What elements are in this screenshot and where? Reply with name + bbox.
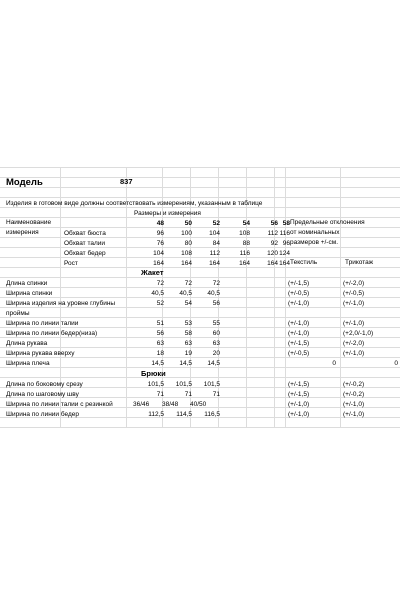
jacket-textile-tolerance: (+/-1,0) xyxy=(288,320,310,327)
trousers-title: Брюки xyxy=(141,369,166,378)
jacket-row-label: проймы xyxy=(6,310,30,317)
grid-col-line xyxy=(274,167,275,427)
body-row-value: 80 xyxy=(184,240,192,247)
trousers-row-value: 101,5 xyxy=(175,381,192,388)
jacket-row-value: 60 xyxy=(212,330,220,337)
body-row-value: 84 xyxy=(212,240,220,247)
jacket-row-value: 63 xyxy=(156,340,164,347)
grid-col-line xyxy=(340,167,341,427)
trousers-row-value: 101,5 xyxy=(203,381,220,388)
jacket-row-value: 63 xyxy=(184,340,192,347)
body-row-value: 108 xyxy=(239,230,250,237)
sizes-caption: Размеры и измерения xyxy=(134,210,201,217)
body-row-value: 116 xyxy=(279,230,290,237)
size-header-52: 52 xyxy=(212,220,220,227)
body-row-value: 112 xyxy=(267,230,278,237)
body-row-value: 96 xyxy=(282,240,290,247)
model-number: 837 xyxy=(120,177,133,186)
body-row-value: 164 xyxy=(279,260,290,267)
jacket-title: Жакет xyxy=(141,268,164,277)
trousers-row-label: Ширина по линии бедер xyxy=(6,411,80,418)
trousers-row-value: 38/48 xyxy=(162,401,179,408)
trousers-knit-tolerance: (+/-0,2) xyxy=(343,391,365,398)
jacket-row-value: 58 xyxy=(184,330,192,337)
jacket-knit-tolerance: (+/-2,0) xyxy=(343,340,365,347)
size-chart-sheet xyxy=(0,167,400,427)
jacket-row-label: Ширина спинки xyxy=(6,290,53,297)
jacket-row-label: Длина спинки xyxy=(6,280,48,287)
grid-row-line xyxy=(0,427,400,428)
size-header-56: 56 xyxy=(270,220,278,227)
jacket-row-value: 20 xyxy=(212,350,220,357)
body-row-value: 164 xyxy=(267,260,278,267)
knit-header: Трикотаж xyxy=(345,259,374,266)
jacket-row-value: 53 xyxy=(184,320,192,327)
textile-header: Текстиль xyxy=(290,259,318,266)
trousers-row-label: Ширина по линии талии с резинкой xyxy=(6,401,113,408)
trousers-row-value: 116,5 xyxy=(204,411,220,418)
body-row-value: 76 xyxy=(156,240,164,247)
jacket-textile-tolerance: (+/-1,0) xyxy=(288,330,310,337)
size-header-58: 58 xyxy=(282,220,290,227)
trousers-row-value: 101,5 xyxy=(147,381,164,388)
trousers-knit-tolerance: (+/-1,0) xyxy=(343,411,365,418)
trousers-textile-tolerance: (+/-1,5) xyxy=(288,391,310,398)
jacket-row-value: 40,5 xyxy=(207,290,220,297)
jacket-row-value: 72 xyxy=(212,280,220,287)
deviation-sub2: размеров +/-см. xyxy=(290,239,339,246)
jacket-row-label: Ширина изделия на уровне глубины xyxy=(6,300,116,307)
trousers-row-value: 71 xyxy=(156,391,164,398)
jacket-knit-tolerance: (+/-1,0) xyxy=(343,300,365,307)
size-header-50: 50 xyxy=(184,220,192,227)
trousers-textile-tolerance: (+/-1,0) xyxy=(288,411,310,418)
jacket-row-value: 14,5 xyxy=(179,360,192,367)
jacket-row-value: 56 xyxy=(156,330,164,337)
jacket-knit-tolerance: (+/-1,0) xyxy=(343,350,365,357)
trousers-row-value: 71 xyxy=(212,391,220,398)
jacket-row-value: 54 xyxy=(184,300,192,307)
body-row-value: 164 xyxy=(239,260,250,267)
trousers-row-value: 71 xyxy=(184,391,192,398)
body-row-value: 164 xyxy=(209,260,220,267)
jacket-row-label: Ширина плеча xyxy=(6,360,50,367)
requirements-note: Изделия в готовом виде должны соответствовать измерениям, указанным в таблице xyxy=(6,200,263,207)
jacket-knit-tolerance: (+2,0/-1,0) xyxy=(343,330,374,337)
jacket-row-value: 40,5 xyxy=(179,290,192,297)
jacket-knit-tolerance: (+/-1,0) xyxy=(343,320,365,327)
jacket-row-value: 52 xyxy=(156,300,164,307)
jacket-row-label: Ширина по линии бедер(низа) xyxy=(6,330,98,337)
grid-col-line xyxy=(285,167,286,427)
jacket-row-value: 19 xyxy=(184,350,192,357)
trousers-row-label: Длина по боковому срезу xyxy=(6,381,83,388)
body-row-value: 96 xyxy=(156,230,164,237)
name-header: Наименование xyxy=(6,219,52,226)
body-row-value: 88 xyxy=(242,240,250,247)
deviation-title: Предельные отклонения xyxy=(290,219,365,226)
jacket-knit-tolerance: (+/-0,5) xyxy=(343,290,365,297)
jacket-row-value: 72 xyxy=(156,280,164,287)
jacket-row-value: 56 xyxy=(212,300,220,307)
body-row-value: 100 xyxy=(181,230,192,237)
jacket-knit-tolerance: (+/-2,0) xyxy=(343,280,365,287)
jacket-row-value: 14,5 xyxy=(151,360,164,367)
body-row-label: Обхват бедер xyxy=(64,250,106,257)
jacket-textile-tolerance: (+/-1,5) xyxy=(288,280,310,287)
body-row-label: Обхват талии xyxy=(64,240,106,247)
jacket-row-value: 14,5 xyxy=(207,360,220,367)
body-row-value: 116 xyxy=(239,250,250,257)
jacket-row-label: Ширина рукава вверху xyxy=(6,350,75,357)
body-row-value: 104 xyxy=(209,230,220,237)
jacket-knit-tolerance: 0 xyxy=(394,360,398,367)
jacket-row-value: 51 xyxy=(156,320,164,327)
size-header-48: 48 xyxy=(156,220,164,227)
size-header-54: 54 xyxy=(242,220,250,227)
jacket-row-value: 40,5 xyxy=(151,290,164,297)
jacket-textile-tolerance: (+/-1,5) xyxy=(288,340,310,347)
body-row-value: 92 xyxy=(270,240,278,247)
jacket-row-value: 18 xyxy=(156,350,164,357)
trousers-knit-tolerance: (+/-0,2) xyxy=(343,381,365,388)
trousers-knit-tolerance: (+/-1,0) xyxy=(343,401,365,408)
body-row-value: 120 xyxy=(267,250,278,257)
jacket-textile-tolerance: (+/-0,5) xyxy=(288,350,310,357)
trousers-row-value: 40/50 xyxy=(190,401,207,408)
trousers-textile-tolerance: (+/-1,5) xyxy=(288,381,310,388)
body-row-value: 108 xyxy=(181,250,192,257)
jacket-textile-tolerance: (+/-1,0) xyxy=(288,300,310,307)
jacket-row-value: 63 xyxy=(212,340,220,347)
body-row-value: 112 xyxy=(209,250,220,257)
body-row-value: 104 xyxy=(153,250,164,257)
body-row-value: 124 xyxy=(279,250,290,257)
trousers-row-value: 112,5 xyxy=(148,411,164,418)
trousers-row-value: 36/46 xyxy=(133,401,150,408)
jacket-textile-tolerance: (+/-0,5) xyxy=(288,290,310,297)
body-row-label: Обхват бюста xyxy=(64,230,106,237)
jacket-textile-tolerance: 0 xyxy=(332,360,336,367)
body-row-label: Рост xyxy=(64,260,78,267)
trousers-row-label: Длина по шаговому шву xyxy=(6,391,79,398)
body-row-value: 164 xyxy=(181,260,192,267)
deviation-sub: от номинальных xyxy=(290,229,340,236)
measure-header: измерения xyxy=(6,229,39,236)
jacket-row-label: Длина рукава xyxy=(6,340,48,347)
trousers-textile-tolerance: (+/-1,0) xyxy=(288,401,310,408)
jacket-row-value: 72 xyxy=(184,280,192,287)
jacket-row-label: Ширина по линии талии xyxy=(6,320,79,327)
trousers-row-value: 114,5 xyxy=(176,411,192,418)
body-row-value: 164 xyxy=(153,260,164,267)
model-label: Модель xyxy=(6,177,43,188)
jacket-row-value: 55 xyxy=(212,320,220,327)
